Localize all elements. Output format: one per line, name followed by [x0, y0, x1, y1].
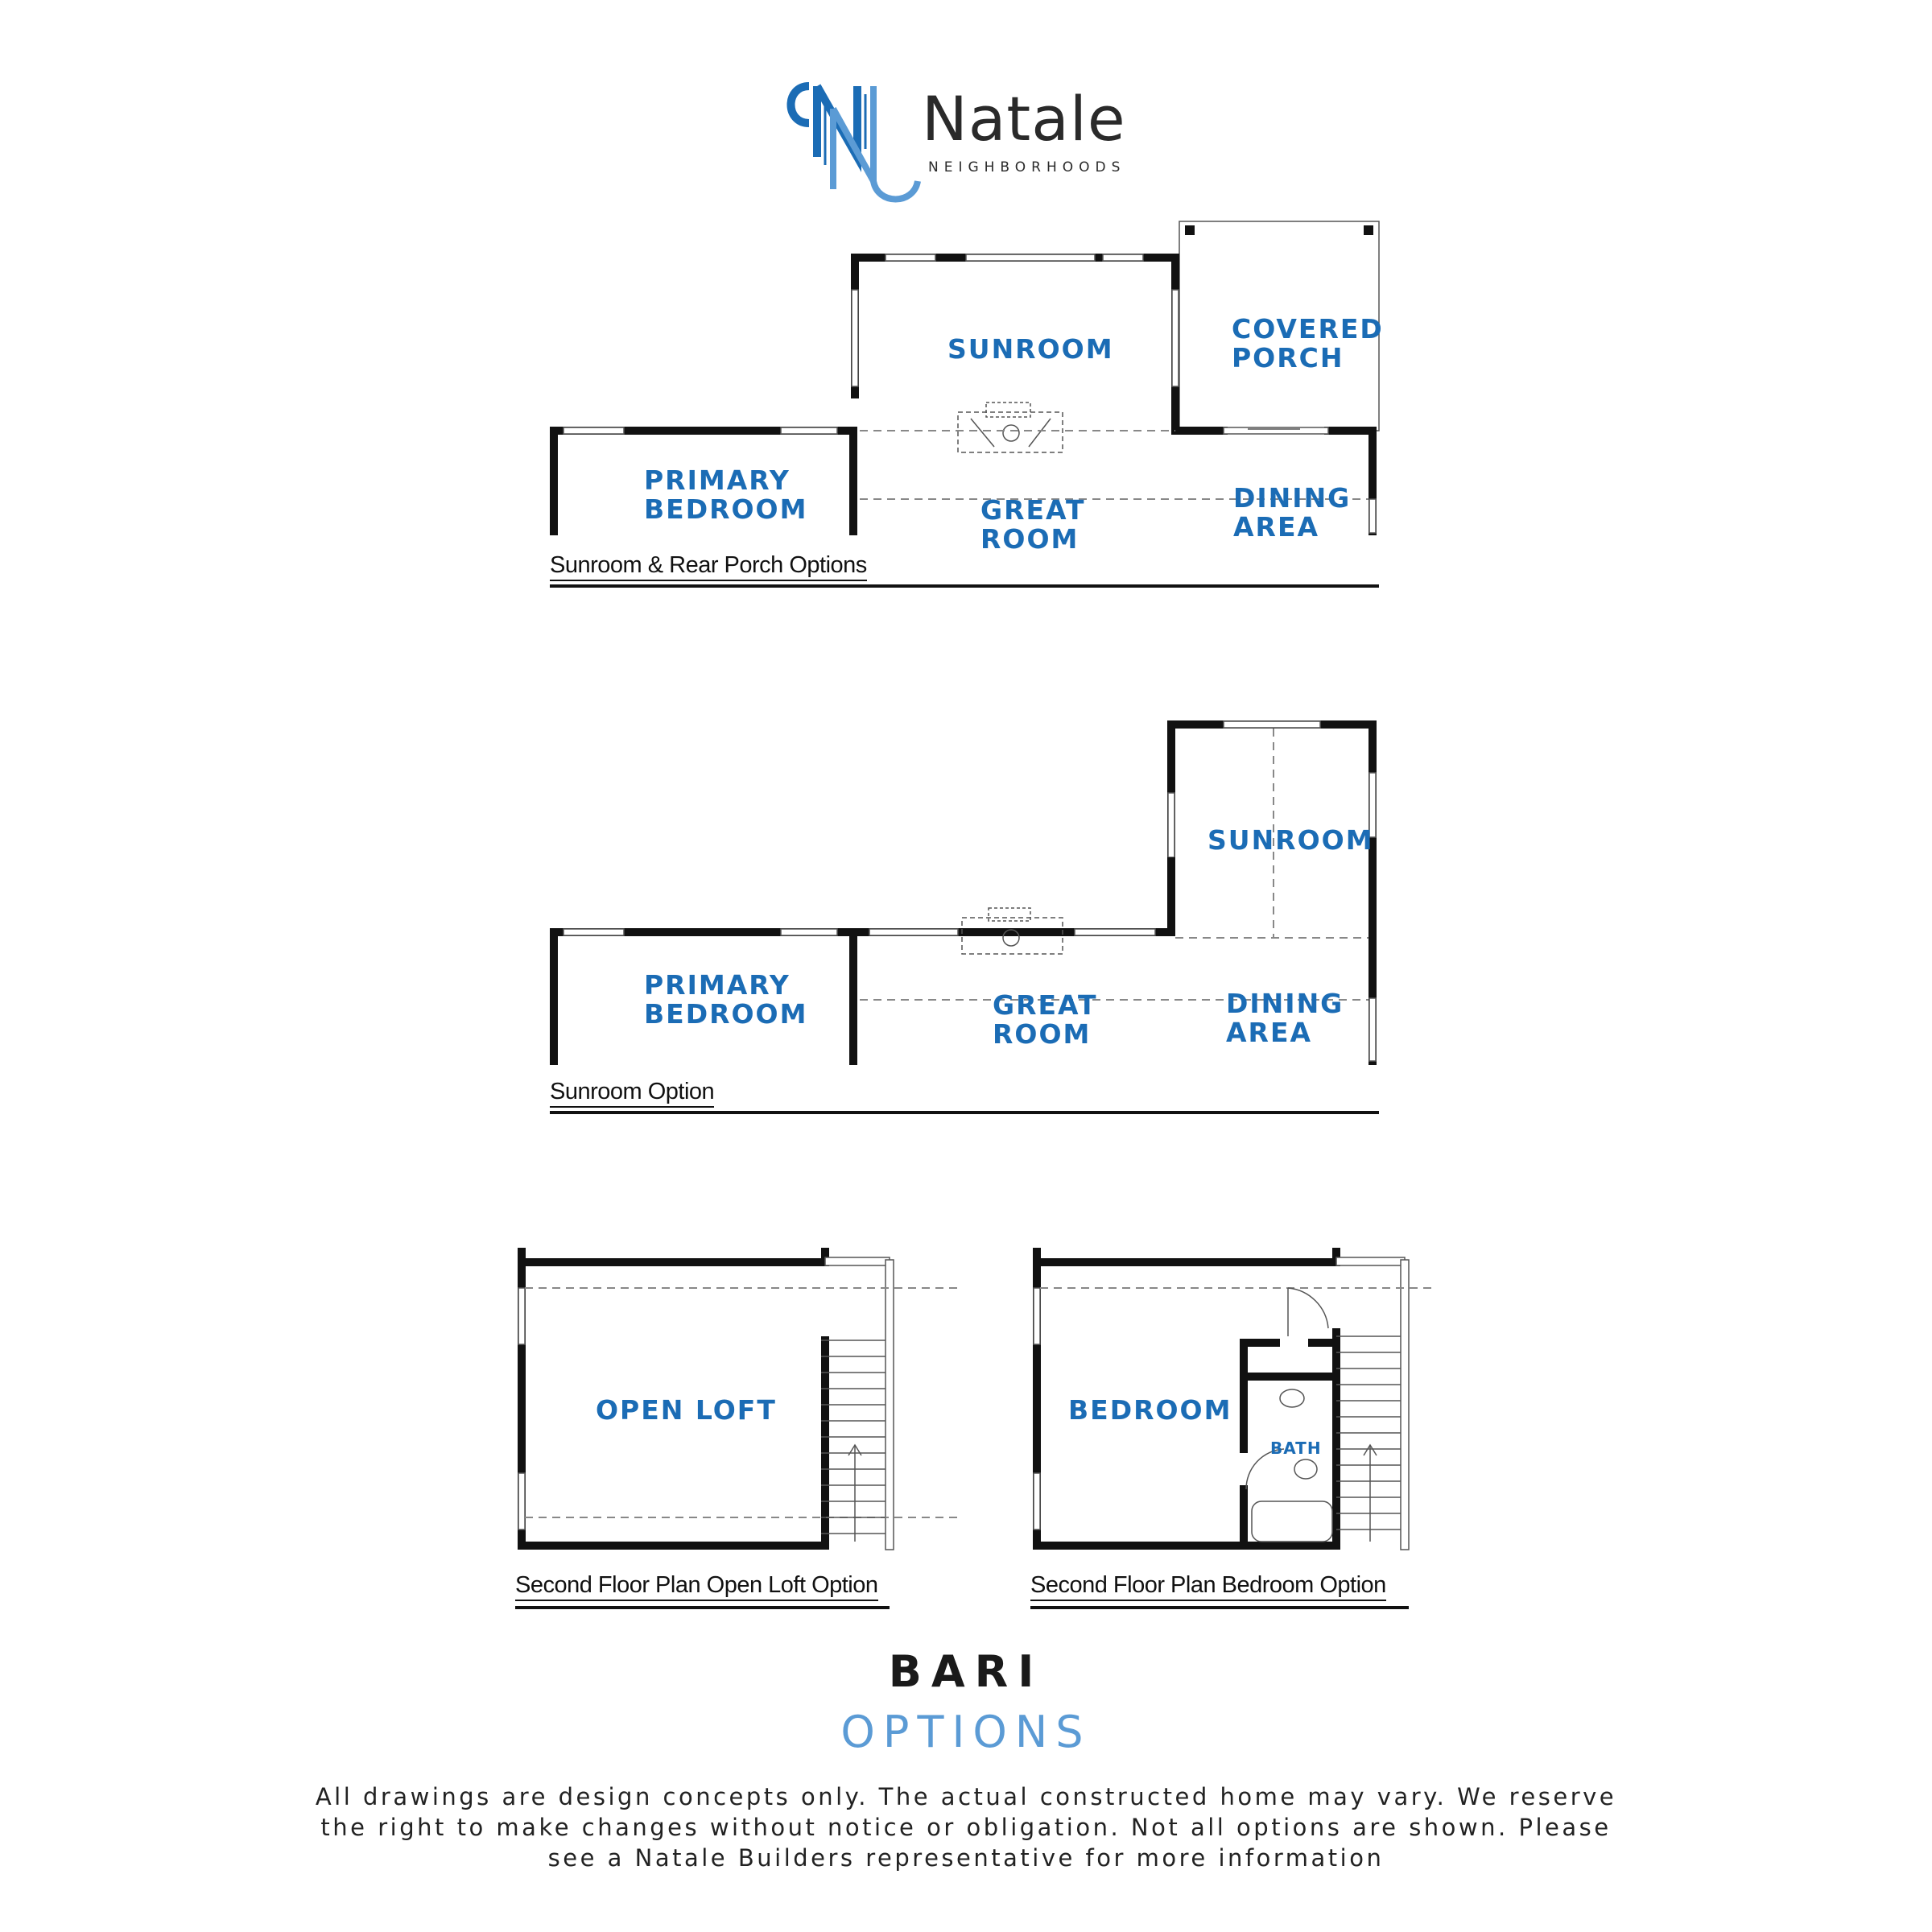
- disclaimer-line: All drawings are design concepts only. The actual constructed home may vary. We reserve: [315, 1783, 1617, 1810]
- primary-bedroom-label-1: PRIMARY: [644, 969, 791, 1001]
- primary-bedroom-label-1: PRIMARY: [644, 464, 791, 496]
- bedroom-label: BEDROOM: [1068, 1394, 1232, 1426]
- plan-rule: [1030, 1606, 1409, 1609]
- primary-bedroom-label-2: BEDROOM: [644, 493, 808, 525]
- stairs-icon: [1336, 1336, 1401, 1542]
- plan-name: BARI: [888, 1646, 1044, 1697]
- great-room-label-2: ROOM: [993, 1018, 1092, 1050]
- dining-area-label-2: AREA: [1226, 1017, 1313, 1048]
- covered-porch-label-2: PORCH: [1232, 342, 1344, 374]
- sunroom-label: SUNROOM: [1208, 824, 1374, 856]
- bath-label: BATH: [1270, 1439, 1322, 1458]
- sunroom-label: SUNROOM: [947, 333, 1114, 365]
- logo-tagline: NEIGHBORHOODS: [928, 159, 1126, 175]
- plan-subtitle: OPTIONS: [840, 1707, 1092, 1757]
- plan-caption: Sunroom & Rear Porch Options: [550, 552, 867, 581]
- dining-area-label-1: DINING: [1226, 988, 1344, 1019]
- dining-area-label-1: DINING: [1233, 482, 1352, 514]
- great-room-label-1: GREAT: [980, 494, 1086, 526]
- covered-porch-label-1: COVERED: [1232, 313, 1384, 345]
- disclaimer: [242, 1781, 1690, 1873]
- sink-icon: [1280, 1389, 1304, 1407]
- open-loft-label: OPEN LOFT: [596, 1394, 777, 1426]
- disclaimer-line: see a Natale Builders representative for more information: [547, 1844, 1385, 1872]
- plan-caption: Second Floor Plan Bedroom Option: [1030, 1572, 1386, 1601]
- toilet-icon: [1294, 1459, 1317, 1479]
- dining-area-label-2: AREA: [1233, 511, 1320, 543]
- disclaimer-line: the right to make changes without notice or obligation. Not all options are shown. Please: [320, 1814, 1612, 1841]
- bathtub-icon: [1252, 1501, 1332, 1542]
- primary-bedroom-label-2: BEDROOM: [644, 998, 808, 1030]
- logo-name: Natale: [922, 83, 1126, 155]
- great-room-label-1: GREAT: [993, 989, 1098, 1021]
- plan-caption: Sunroom Option: [550, 1079, 714, 1108]
- plan-caption: Second Floor Plan Open Loft Option: [515, 1572, 878, 1601]
- great-room-label-2: ROOM: [980, 523, 1080, 555]
